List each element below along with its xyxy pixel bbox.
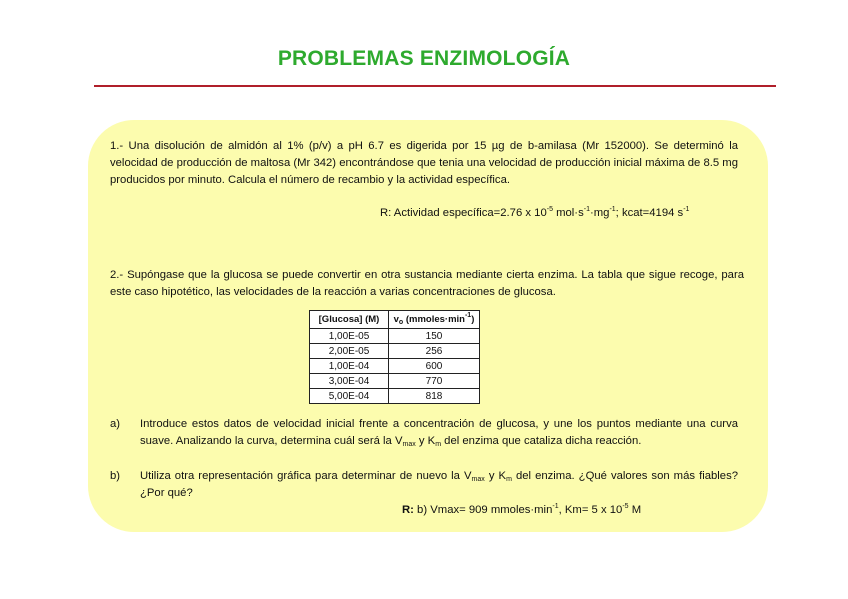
velocity-cell: 818: [389, 389, 480, 404]
list-text-a: Introduce estos datos de velocidad inicial frente a concentración de glucosa, y une los puntos mediante una curva suave. Analizando la curva, determina cuál será la $V_{max}$ y $K_m$ del enzima que cataliza dicha reacción.: [140, 418, 738, 448]
column-header-glucose: [Glucosa] (M): [310, 311, 389, 329]
glucose-cell: 1,00E-05: [310, 329, 389, 344]
list-marker-b: b): [110, 470, 121, 482]
problem-2-text: 2.- Supóngase que la glucosa se puede convertir en otra sustancia mediante cierta enzima. La tabla que sigue recoge, para este caso hipotético, las velocidades de la reacción a varias concentraciones de glucosa.: [110, 269, 744, 298]
list-marker-a: a): [110, 418, 121, 430]
list-item-a: [110, 416, 738, 450]
problem-1-text: 1.- Una disolución de almidón al 1% (p/v) a pH 6.7 es digerida por 15 µg de b-amilasa (Mr 152000). Se determinó la velocidad de producción de maltosa (Mr 342) encontrándose que tenia una velocidad de producción inicial máxima de 8.5 mg producidos por minuto. Calcula el número de recambio y la actividad específica.: [110, 140, 738, 186]
list-item-b: [110, 468, 738, 502]
column-header-velocity: $v_o$ $(mmoles\cdot\min^{-1})$: [389, 311, 480, 329]
table-row: [310, 329, 480, 344]
glucose-cell: 1,00E-04: [310, 359, 389, 374]
glucose-cell: 3,00E-04: [310, 374, 389, 389]
glucose-cell: 2,00E-05: [310, 344, 389, 359]
glucose-velocity-table: [309, 310, 480, 404]
problem-2-answer: R: b) Vmax= 909 $mmoles\cdot\min^{-1}$, Km= 5 x $10^{-5}$ M: [402, 503, 642, 516]
table-row: [310, 359, 480, 374]
velocity-cell: 150: [389, 329, 480, 344]
table-row: [310, 389, 480, 404]
problem-1-answer: R: Actividad específica=2.76 x $10^{-5}$ $mol\cdot s^{-1}\cdot mg^{-1}$; kcat=4194 $s^{-1}$: [380, 206, 690, 219]
velocity-cell: 600: [389, 359, 480, 374]
velocity-cell: 770: [389, 374, 480, 389]
glucose-cell: 5,00E-04: [310, 389, 389, 404]
title-underline: [94, 85, 776, 87]
table-row: [310, 374, 480, 389]
page-title: PROBLEMAS ENZIMOLOGÍA: [277, 47, 571, 70]
table-row: [310, 344, 480, 359]
velocity-cell: 256: [389, 344, 480, 359]
table-header-row: [310, 311, 480, 329]
list-text-b: Utiliza otra representación gráfica para determinar de nuevo la $V_{max}$ y $K_m$ del enzima. ¿Qué valores son más fiables? ¿Por qué?: [140, 470, 739, 499]
